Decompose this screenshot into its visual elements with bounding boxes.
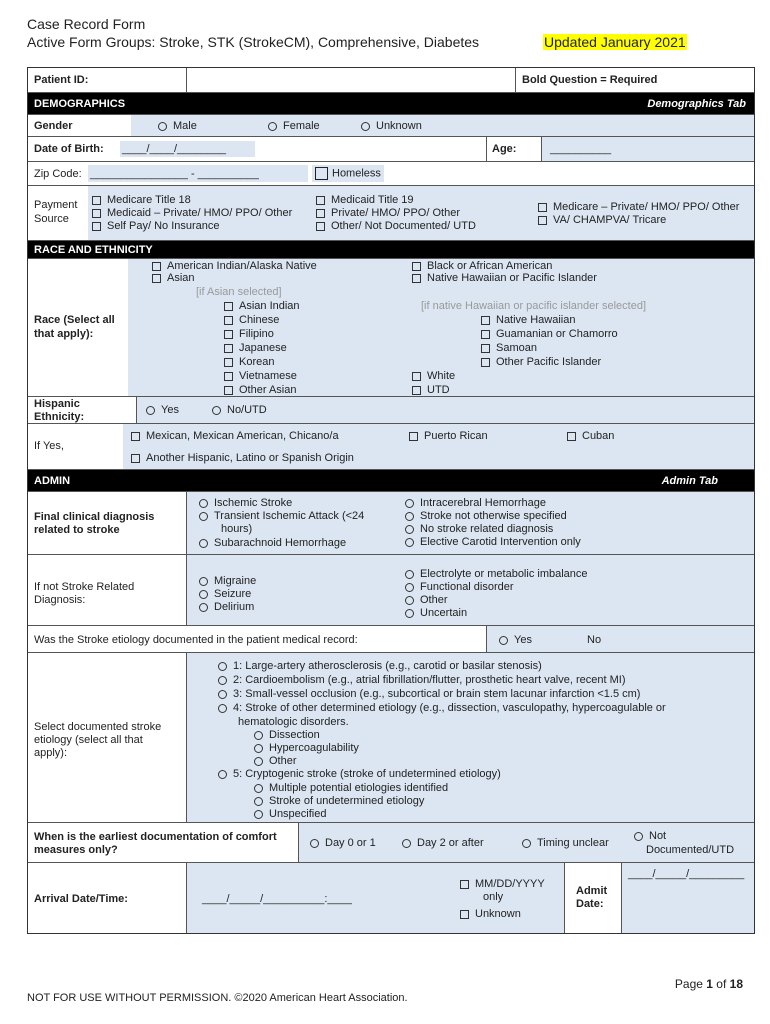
- radio-icon: [218, 770, 227, 779]
- checkbox-icon: [460, 910, 469, 919]
- radio-icon: [405, 570, 414, 579]
- comfort-row: When is the earliest documentation of comfort measures only? Day 0 or 1 Day 2 or after Timing unclear Not Documented/UTD: [28, 823, 754, 863]
- payment-medicaid-19[interactable]: Medicaid Title 19: [316, 194, 414, 207]
- etiology-4-other[interactable]: Other: [254, 755, 297, 768]
- radio-icon: [212, 406, 221, 415]
- race-native-hawaiian-pi[interactable]: Native Hawaiian or Pacific Islander: [412, 272, 597, 285]
- patient-id-row: [28, 68, 754, 93]
- admin-tab-link[interactable]: Admin Tab: [661, 475, 718, 487]
- asian-filipino[interactable]: Filipino: [224, 328, 274, 341]
- checkbox-icon: [538, 203, 547, 212]
- etiology-5-undetermined[interactable]: Stroke of undetermined etiology: [254, 795, 424, 808]
- admit-date-input[interactable]: ____/_____/_________: [628, 868, 745, 880]
- hispanic-row: Hispanic Ethnicity: Yes No/UTD: [28, 397, 754, 424]
- radio-icon: [634, 832, 643, 841]
- radio-icon: [522, 839, 531, 848]
- radio-icon: [499, 636, 508, 645]
- asian-chinese[interactable]: Chinese: [224, 314, 279, 327]
- etiology-yes-radio[interactable]: Yes: [499, 634, 532, 647]
- comfort-unclear-radio[interactable]: Timing unclear: [522, 837, 609, 850]
- nh-native-hawaiian[interactable]: Native Hawaiian: [481, 314, 575, 327]
- comfort-day01-radio[interactable]: Day 0 or 1: [310, 837, 376, 850]
- footer-notice: NOT FOR USE WITHOUT PERMISSION. ©2020 American Heart Association.: [27, 992, 408, 1004]
- radio-icon: [405, 583, 414, 592]
- radio-icon: [268, 122, 277, 131]
- checkbox-icon: [412, 262, 421, 271]
- zip-row: Zip Code: ________________ - __________ Homeless: [28, 162, 754, 186]
- nh-other[interactable]: Other Pacific Islander: [481, 356, 601, 369]
- gender-label: Gender: [34, 120, 73, 132]
- etiology-select-label: Select documented stroke: [34, 721, 162, 733]
- demographics-header: [28, 93, 754, 115]
- radio-icon: [254, 810, 263, 819]
- form-title: Case Record Form: [27, 16, 146, 32]
- age-label: Age:: [492, 143, 517, 155]
- dob-label: Date of Birth:: [34, 143, 104, 155]
- gender-unknown-radio[interactable]: Unknown: [361, 120, 422, 133]
- dx-carotid-radio[interactable]: Elective Carotid Intervention only: [405, 536, 581, 549]
- asian-japanese[interactable]: Japanese: [224, 342, 287, 355]
- payment-private[interactable]: Private/ HMO/ PPO/ Other: [316, 207, 460, 220]
- nonstroke-other-radio[interactable]: Other: [405, 594, 448, 607]
- etiology-5-multiple[interactable]: Multiple potential etiologies identified: [254, 782, 448, 795]
- race-american-indian[interactable]: American Indian/Alaska Native: [152, 260, 317, 273]
- radio-icon: [254, 757, 263, 766]
- checkbox-icon: [315, 167, 328, 180]
- checkbox-icon: [481, 316, 490, 325]
- checkbox-icon: [92, 209, 101, 218]
- checkbox-icon: [481, 330, 490, 339]
- etiology-2-radio[interactable]: 2: Cardioembolism (e.g., atrial fibrillation/flutter, prosthetic heart valve, recent MI): [218, 674, 626, 687]
- payment-va[interactable]: VA/ CHAMPVA/ Tricare: [538, 214, 666, 227]
- admit-label: Admit: [576, 885, 608, 897]
- checkbox-icon: [409, 432, 418, 441]
- origin-puerto-rican[interactable]: Puerto Rican: [409, 430, 488, 443]
- payment-medicaid-private[interactable]: Medicaid – Private/ HMO/ PPO/ Other: [92, 207, 292, 220]
- radio-icon: [405, 499, 414, 508]
- nonstroke-label: If not Stroke Related: [34, 581, 135, 593]
- radio-icon: [361, 122, 370, 131]
- radio-icon: [218, 690, 227, 699]
- radio-icon: [254, 731, 263, 740]
- payment-other-utd[interactable]: Other/ Not Documented/ UTD: [316, 220, 476, 233]
- radio-icon: [199, 590, 208, 599]
- checkbox-icon: [481, 358, 490, 367]
- diagnosis-row: Final clinical diagnosis related to stroke Ischemic Stroke Transient Ischemic Attack (<24 hours) Subarachnoid Hemorrhage Intracerebral Hemorrhage Stroke not otherwise specified No stroke related diagnosis Elective Carotid Intervention only: [28, 492, 754, 555]
- case-record-form: [27, 67, 755, 934]
- checkbox-icon: [412, 386, 421, 395]
- comfort-label: When is the earliest documentation of comfort: [34, 831, 277, 843]
- radio-icon: [405, 512, 414, 521]
- checkbox-icon: [224, 386, 233, 395]
- radio-icon: [254, 784, 263, 793]
- dx-no-stroke-radio[interactable]: No stroke related diagnosis: [405, 523, 553, 536]
- checkbox-icon: [316, 222, 325, 231]
- checkbox-icon: [131, 454, 140, 463]
- etiology-3-radio[interactable]: 3: Small-vessel occlusion (e.g., subcortical or brain stem lacunar infarction <1.5 cm): [218, 688, 640, 701]
- admin-title: ADMIN: [34, 475, 71, 487]
- nonstroke-delirium-radio[interactable]: Delirium: [199, 601, 254, 614]
- radio-icon: [199, 512, 208, 521]
- radio-icon: [199, 603, 208, 612]
- checkbox-icon: [316, 196, 325, 205]
- radio-icon: [254, 744, 263, 753]
- radio-icon: [199, 539, 208, 548]
- patient-id-input[interactable]: [187, 68, 515, 92]
- race-label: Race (Select all: [34, 314, 115, 326]
- radio-icon: [146, 406, 155, 415]
- hispanic-origin-row: [28, 424, 754, 470]
- radio-icon: [218, 704, 227, 713]
- payment-label: Payment: [34, 199, 78, 211]
- checkbox-icon: [224, 344, 233, 353]
- hispanic-yes-radio[interactable]: Yes: [146, 404, 179, 417]
- nonstroke-migraine-radio[interactable]: Migraine: [199, 575, 256, 588]
- etiology-1-radio[interactable]: 1: Large-artery atherosclerosis (e.g., carotid or basilar stenosis): [218, 660, 542, 673]
- zip-label: Zip Code:: [34, 168, 82, 180]
- demographics-title: DEMOGRAPHICS: [34, 98, 126, 110]
- gender-male-radio[interactable]: Male: [158, 120, 197, 133]
- radio-icon: [199, 499, 208, 508]
- checkbox-icon: [152, 274, 161, 283]
- checkbox-icon: [224, 358, 233, 367]
- dx-tia-radio[interactable]: Transient Ischemic Attack (<24: [199, 510, 364, 523]
- payment-medicare-private[interactable]: Medicare – Private/ HMO/ PPO/ Other: [538, 201, 739, 214]
- checkbox-icon: [92, 196, 101, 205]
- dx-ischemic-radio[interactable]: Ischemic Stroke: [199, 497, 292, 510]
- checkbox-icon: [460, 880, 469, 889]
- etiology-no-option[interactable]: No: [587, 634, 602, 646]
- nonstroke-electrolyte-radio[interactable]: Electrolyte or metabolic imbalance: [405, 568, 588, 581]
- race-black[interactable]: Black or African American: [412, 260, 552, 273]
- race-utd[interactable]: UTD: [412, 384, 450, 397]
- checkbox-icon: [152, 262, 161, 271]
- checkbox-icon: [412, 274, 421, 283]
- nonstroke-row: If not Stroke Related Diagnosis: Migraine Seizure Delirium Electrolyte or metabolic imbalance Functional disorder Other Uncertain: [28, 555, 754, 626]
- asian-vietnamese[interactable]: Vietnamese: [224, 370, 297, 383]
- radio-icon: [405, 525, 414, 534]
- arrival-label: Arrival Date/Time:: [34, 893, 128, 905]
- race-white[interactable]: White: [412, 370, 455, 383]
- radio-icon: [158, 122, 167, 131]
- etiology-4-dissection[interactable]: Dissection: [254, 729, 320, 742]
- origin-cuban[interactable]: Cuban: [567, 430, 614, 443]
- etiology-question: Was the Stroke etiology documented in the patient medical record:: [34, 634, 358, 646]
- radio-icon: [218, 662, 227, 671]
- etiology-select-row: Select documented stroke etiology (select all that apply): 1: Large-artery atherosclerosis (e.g., carotid or basilar stenosis) 2: Cardioembolism (e.g., atrial fibrillation/flutter, prosthetic heart valve, recent MI) 3: Small-vessel occlusion (e.g., subcortical or brain stem lacunar infarction <1.5 cm) 4: Stroke of other determined etiology (e.g., dissection, vasculopathy, hypercoagulable or hematologic disorders. Dissection Hypercoagulability Other 5: Cryptogenic stroke (stroke of undetermined etiology) Multiple potential etiologies identified Stroke of undetermined etiology Unspecified: [28, 653, 754, 823]
- radio-icon: [405, 538, 414, 547]
- dx-subarachnoid-radio[interactable]: Subarachnoid Hemorrhage: [199, 537, 346, 550]
- checkbox-icon: [412, 372, 421, 381]
- gender-female-radio[interactable]: Female: [268, 120, 320, 133]
- origin-mexican[interactable]: Mexican, Mexican American, Chicano/a: [131, 430, 339, 443]
- comfort-not-documented-radio[interactable]: Not: [634, 830, 666, 843]
- checkbox-icon: [224, 330, 233, 339]
- admin-header: [28, 470, 754, 492]
- nonstroke-functional-radio[interactable]: Functional disorder: [405, 581, 514, 594]
- asian-other[interactable]: Other Asian: [224, 384, 296, 397]
- demographics-tab-link[interactable]: Demographics Tab: [647, 98, 746, 110]
- payment-row: Payment Source Medicare Title 18 Medicaid – Private/ HMO/ PPO/ Other Self Pay/ No Insurance Medicaid Title 19 Private/ HMO/ PPO/ Other Other/ Not Documented/ UTD Medicare – Private/ HMO/ PPO/ Other VA/ CHAMPVA/ Tricare: [28, 186, 754, 241]
- radio-icon: [310, 839, 319, 848]
- asian-indian[interactable]: Asian Indian: [224, 300, 300, 313]
- nh-samoan[interactable]: Samoan: [481, 342, 537, 355]
- nh-note: [if native Hawaiian or pacific islander selected]: [421, 300, 647, 312]
- hispanic-label: Hispanic: [34, 398, 80, 410]
- checkbox-icon: [567, 432, 576, 441]
- form-subtitle: Active Form Groups: Stroke, STK (StrokeCM), Comprehensive, Diabetes: [27, 34, 480, 50]
- ifyes-label: If Yes,: [34, 440, 64, 452]
- payment-medicare-18[interactable]: Medicare Title 18: [92, 194, 191, 207]
- checkbox-icon: [224, 372, 233, 381]
- etiology-5-unspecified[interactable]: Unspecified: [254, 808, 326, 821]
- radio-icon: [405, 609, 414, 618]
- payment-self-pay[interactable]: Self Pay/ No Insurance: [92, 220, 220, 233]
- radio-icon: [199, 577, 208, 586]
- arrival-mmdd-checkbox[interactable]: MM/DD/YYYY: [460, 878, 545, 891]
- arrival-input[interactable]: ____/_____/__________:____: [202, 893, 352, 905]
- page-number: Page 1 of 18: [674, 977, 743, 991]
- radio-icon: [218, 676, 227, 685]
- comfort-day2-radio[interactable]: Day 2 or after: [402, 837, 484, 850]
- gender-row: [28, 115, 754, 137]
- etiology-5-radio[interactable]: 5: Cryptogenic stroke (stroke of undetermined etiology): [218, 768, 501, 781]
- race-header: [28, 241, 754, 259]
- updated-badge: Updated January 2021: [544, 34, 686, 50]
- checkbox-icon: [538, 216, 547, 225]
- checkbox-icon: [224, 302, 233, 311]
- nonstroke-seizure-radio[interactable]: Seizure: [199, 588, 251, 601]
- checkbox-icon: [131, 432, 140, 441]
- dob-row: Date of Birth: ____/____/________ Age: __________: [28, 137, 754, 162]
- race-row: Race (Select all that apply): American Indian/Alaska Native Asian [if Asian selected] Asian Indian Chinese Filipino Japanese Korean Vietnamese Other Asian Black or African American Native Hawaiian or Pacific Islander [if native Hawaiian or pacific islander selected] Native Hawaiian Guamanian or Chamorro Samoan Other Pacific Islander White UTD: [28, 259, 754, 397]
- arrival-unknown-checkbox[interactable]: Unknown: [460, 908, 521, 921]
- etiology-documented-row: [28, 626, 754, 653]
- race-title: RACE AND ETHNICITY: [34, 244, 153, 256]
- checkbox-icon: [92, 222, 101, 231]
- origin-other[interactable]: Another Hispanic, Latino or Spanish Origin: [131, 452, 354, 465]
- dx-not-specified-radio[interactable]: Stroke not otherwise specified: [405, 510, 567, 523]
- nonstroke-uncertain-radio[interactable]: Uncertain: [405, 607, 467, 620]
- asian-korean[interactable]: Korean: [224, 356, 274, 369]
- hispanic-no-radio[interactable]: No/UTD: [212, 404, 267, 417]
- race-asian[interactable]: Asian: [152, 272, 195, 285]
- etiology-4-radio[interactable]: 4: Stroke of other determined etiology (e.g., dissection, vasculopathy, hypercoagulable or: [218, 702, 666, 715]
- homeless-checkbox[interactable]: Homeless: [315, 167, 381, 180]
- radio-icon: [405, 596, 414, 605]
- dx-intracerebral-radio[interactable]: Intracerebral Hemorrhage: [405, 497, 546, 510]
- checkbox-icon: [481, 344, 490, 353]
- etiology-4-hypercoag[interactable]: Hypercoagulability: [254, 742, 359, 755]
- diagnosis-label: Final clinical diagnosis: [34, 511, 155, 523]
- checkbox-icon: [316, 209, 325, 218]
- required-note: Bold Question = Required: [522, 74, 658, 86]
- radio-icon: [254, 797, 263, 806]
- asian-note: [if Asian selected]: [196, 286, 282, 298]
- arrival-row: Arrival Date/Time: ____/_____/__________:____ MM/DD/YYYY only Unknown Admit Date: ____/_____/_________: [28, 863, 754, 933]
- nh-guamanian[interactable]: Guamanian or Chamorro: [481, 328, 618, 341]
- radio-icon: [402, 839, 411, 848]
- checkbox-icon: [224, 316, 233, 325]
- patient-id-label: Patient ID:: [34, 74, 89, 86]
